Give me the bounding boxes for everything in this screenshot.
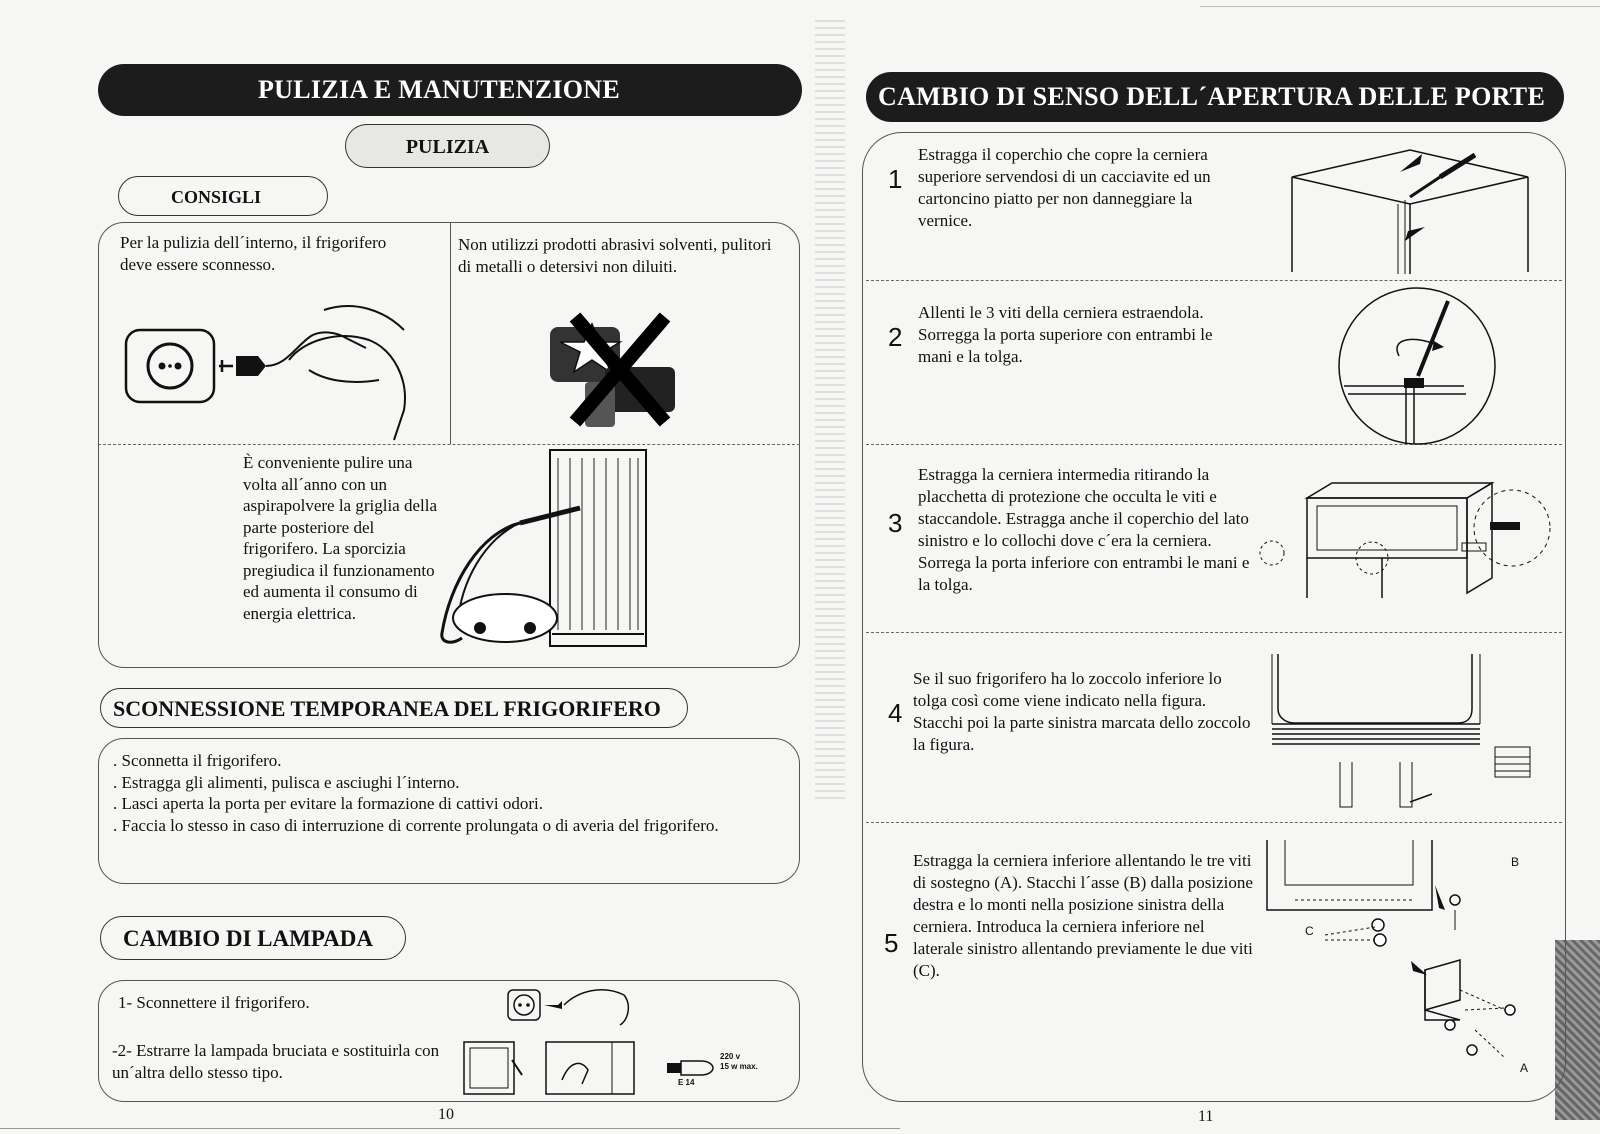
page-title: PULIZIA E MANUTENZIONE <box>98 64 802 116</box>
step-divider <box>866 822 1562 823</box>
lamp-unplug-illustration <box>506 980 636 1030</box>
bulb-socket: E 14 <box>678 1078 695 1087</box>
lamp-step-1: 1- Sconnettere il frigorifero. <box>118 993 310 1012</box>
subheading-disconnect: SCONNESSIONE TEMPORANEA DEL FRIGORIFERO <box>100 688 688 728</box>
step1-illustration <box>1290 142 1530 277</box>
lamp-step-2: -2- Estrarre la lampada bruciata e sostituirla con un´altra dello stesso tipo. <box>112 1041 440 1082</box>
step-text: Estragga il coperchio che copre la cerniera superiore servendosi di un cacciavite ed un cartoncino piatto per non danneggiare la vernice. <box>918 145 1211 230</box>
subheading-consigli: CONSIGLI <box>118 176 328 216</box>
bulb-voltage: 220 v <box>720 1052 741 1061</box>
tip-no-abrasives-text: Non utilizzi prodotti abrasivi solventi, pulitori di metalli o detersivi non diluiti. <box>458 235 772 276</box>
lamp-fridge-illustration <box>462 1040 642 1096</box>
section-heading-pulizia: PULIZIA <box>345 124 550 168</box>
step3-illustration <box>1262 478 1552 598</box>
step-text: Estragga la cerniera intermedia ritirando la placchetta di protezione che occulta le viti e staccandole. Estragga anche il coperchio del lato sinistro e lo collochi dove c´era la cerniera. Sorrega la porta inferiore con entrambi le mani e la tolga. <box>918 465 1250 594</box>
step-text: Se il suo frigorifero ha lo zoccolo inferiore lo tolga così come viene indicato nella figura. Stacchi poi la parte sinistra marcata dello zoccolo la figura. <box>913 669 1251 754</box>
step-text: Estragga la cerniera inferiore allentando le tre viti di sostegno (A). Stacchi l´asse (B) dalla posizione destra e lo monti nella posizione sinistra della cerniera. Introduca la cerniera inferiore nel laterale sinistro allentando previamente le due viti (C). <box>913 851 1253 980</box>
step4-illustration <box>1270 652 1540 817</box>
tip-vacuum-text: È conveniente pulire una volta all´anno con un aspirapolvere la griglia della parte posteriore del frigorifero. La sporcizia pregiudica il funzionamento ed aumenta il consumo di energia elettrica. <box>243 453 437 623</box>
page-title: CAMBIO DI SENSO DELL´APERTURA DELLE PORTE <box>866 72 1564 122</box>
list-item: . Estragga gli alimenti, pulisca e asciughi l´interno. <box>113 772 460 792</box>
vacuum-condenser-illustration <box>440 448 670 653</box>
scan-edge-line <box>1200 6 1600 7</box>
page-number: 11 <box>1198 1108 1214 1125</box>
step-number: 2 <box>888 322 903 352</box>
page-gutter <box>815 20 845 800</box>
step2-illustration <box>1334 286 1500 446</box>
figure-label-b: B <box>1511 855 1520 869</box>
bulb-power: 15 w max. <box>720 1062 758 1071</box>
figure-label-c: C <box>1305 924 1314 938</box>
bulb-spec <box>720 1052 758 1072</box>
step-number: 1 <box>888 164 903 194</box>
step-divider <box>866 280 1562 281</box>
step-number: 4 <box>888 698 903 728</box>
list-item: . Lasci aperta la porta per evitare la formazione di cattivi odori. <box>113 794 543 813</box>
step-number: 3 <box>888 508 903 538</box>
step-divider <box>866 632 1562 633</box>
step5-illustration <box>1265 840 1535 1080</box>
disconnect-list <box>113 750 793 836</box>
tips-divider <box>98 444 800 445</box>
figure-label-a: A <box>1520 1061 1529 1075</box>
list-item: . Sconnetta il frigorifero. <box>113 751 282 770</box>
tip-unplug-text: Per la pulizia dell´interno, il frigorifero deve essere sconnesso. <box>120 233 387 274</box>
subheading-lamp: CAMBIO DI LAMPADA <box>100 916 406 960</box>
page-number: 10 <box>438 1106 454 1123</box>
list-item: . Faccia lo stesso in caso di interruzione di corrente prolungata o di averia del frigorifero. <box>113 815 719 835</box>
tips-divider <box>450 222 451 444</box>
unplug-illustration <box>124 300 434 440</box>
no-abrasives-illustration <box>545 312 695 432</box>
step-text: Allenti le 3 viti della cerniera estraendola. Sorregga la porta superiore con entrambi le mani e la tolga. <box>918 303 1213 366</box>
step-number: 5 <box>884 928 899 958</box>
